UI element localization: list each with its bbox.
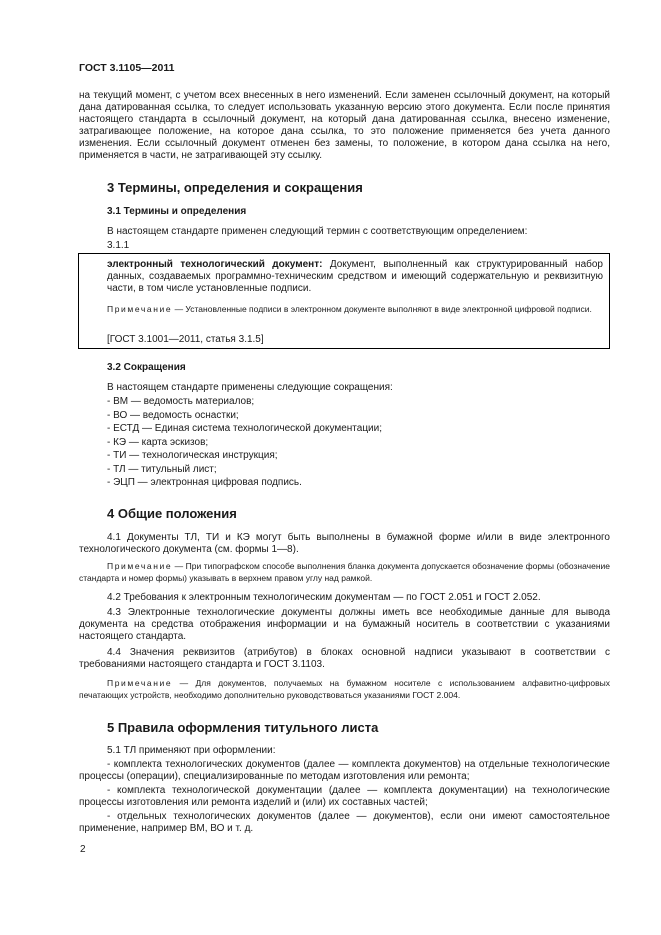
list-item: - ВМ — ведомость материалов; [107, 396, 255, 407]
list-item: - отдельных технологических документов (далее — документов), если они имеют самостоятельное применение, например ВМ, ВО и т. д. [79, 811, 610, 834]
list-item: - ЭЦП — электронная цифровая подпись. [107, 477, 302, 488]
list-item: - КЭ — карта эскизов; [107, 436, 209, 448]
term-definition [107, 259, 603, 295]
term-number: 3.1.1 [107, 240, 130, 251]
section-5-title: 5 Правила оформления титульного листа [107, 720, 379, 735]
abbreviation-list [107, 396, 382, 489]
section-3-title: 3 Термины, определения и сокращения [107, 180, 363, 195]
term-note-text: — Установленные подписи в электронном документе выполняют в виде электронной цифровой подписи. [172, 304, 592, 314]
list-item: - комплекта технологической документации (далее — комплекта документации) на технологические процессы изготовления или ремонта изделий и (или) их составных частей; [79, 785, 610, 808]
list-item: - ВО — ведомость оснастки; [107, 409, 239, 421]
page-header: ГОСТ 3.1105—2011 [79, 62, 175, 74]
page-number: 2 [80, 844, 86, 855]
list-item: - ТЛ — титульный лист; [107, 463, 217, 475]
paragraph-4-2: 4.2 Требования к электронным технологическим документам — по ГОСТ 2.051 и ГОСТ 2.052. [107, 592, 541, 603]
section-3-1-text: В настоящем стандарте применен следующий термин с соответствующим определением: [107, 226, 528, 237]
note-4-4-text: — Для документов, получаемых на бумажном носителе с использованием алфавитно-цифровых печатающих устройств, необходимо дополнительно руководствоваться указаниями ГОСТ 2.004. [79, 678, 610, 700]
list-item: - комплекта технологических документов (далее — комплекта документов) на отдельные технологические процессы (операции), специализированные по методам изготовления или ремонта; [79, 759, 610, 782]
section-3-1-title: 3.1 Термины и определения [107, 206, 247, 217]
section-3-2-title: 3.2 Сокращения [107, 362, 186, 373]
term-note-label: Примечание [107, 304, 173, 314]
term-definition-box [78, 253, 610, 349]
note-4-1 [79, 561, 610, 584]
intro-paragraph: на текущий момент, с учетом всех внесенных в него изменений. Если заменен ссылочный документ, на который дана датированная ссылка, то следует использовать указанную версию этого документа. Если после принятия настоящего стандарта в ссылочный документ, на который дана датированная ссылка, внесено изменение, затрагивающее положение, на которое дана ссылка, то это положение применяется без учета данного изменения. Если ссылочный документ отменен без замены, то положение, в котором дана ссылка на него, применяется в части, не затрагивающей эту ссылку. [79, 90, 610, 161]
list-item: - ЕСТД — Единая система технологической документации; [107, 423, 383, 434]
note-4-4-label: Примечание [107, 678, 173, 688]
term-name: электронный технологический документ: [107, 259, 323, 270]
term-definition-text: Документ, выполненный как структурированный набор данных, создаваемых программно-техническим средством и имеющий содержательную и реквизитную части, в том числе установленные подписи. [107, 259, 603, 294]
note-4-4 [79, 678, 610, 701]
paragraph-4-3: 4.3 Электронные технологические документы должны иметь все необходимые данные для вывода документа на средства отображения информации и на бумажный носитель в соответствии с указаниями настоящего стандарта. [79, 607, 610, 642]
list-item: - ТИ — технологическая инструкция; [107, 450, 278, 461]
section-3-2-text: В настоящем стандарте применены следующие сокращения: [107, 382, 393, 393]
paragraph-4-4: 4.4 Значения реквизитов (атрибутов) в блоках основной надписи указывают в соответствии с требованиями настоящего стандарта и ГОСТ 3.1103. [79, 647, 610, 670]
term-source: [ГОСТ 3.1001—2011, статья 3.1.5] [107, 334, 264, 345]
term-note [107, 304, 603, 316]
paragraph-5-1: 5.1 ТЛ применяют при оформлении: [107, 745, 276, 756]
note-4-1-text: — При типографском способе выполнения бланка документа допускается обозначение формы (обозначение стандарта и номер формы) указывать в верхнем правом углу над рамкой. [79, 561, 610, 583]
note-4-1-label: Примечание [107, 561, 173, 571]
section-4-title: 4 Общие положения [107, 506, 237, 521]
paragraph-4-1: 4.1 Документы ТЛ, ТИ и КЭ могут быть выполнены в бумажной форме и/или в виде электронного технологического документа (см. формы 1—8). [79, 532, 610, 555]
